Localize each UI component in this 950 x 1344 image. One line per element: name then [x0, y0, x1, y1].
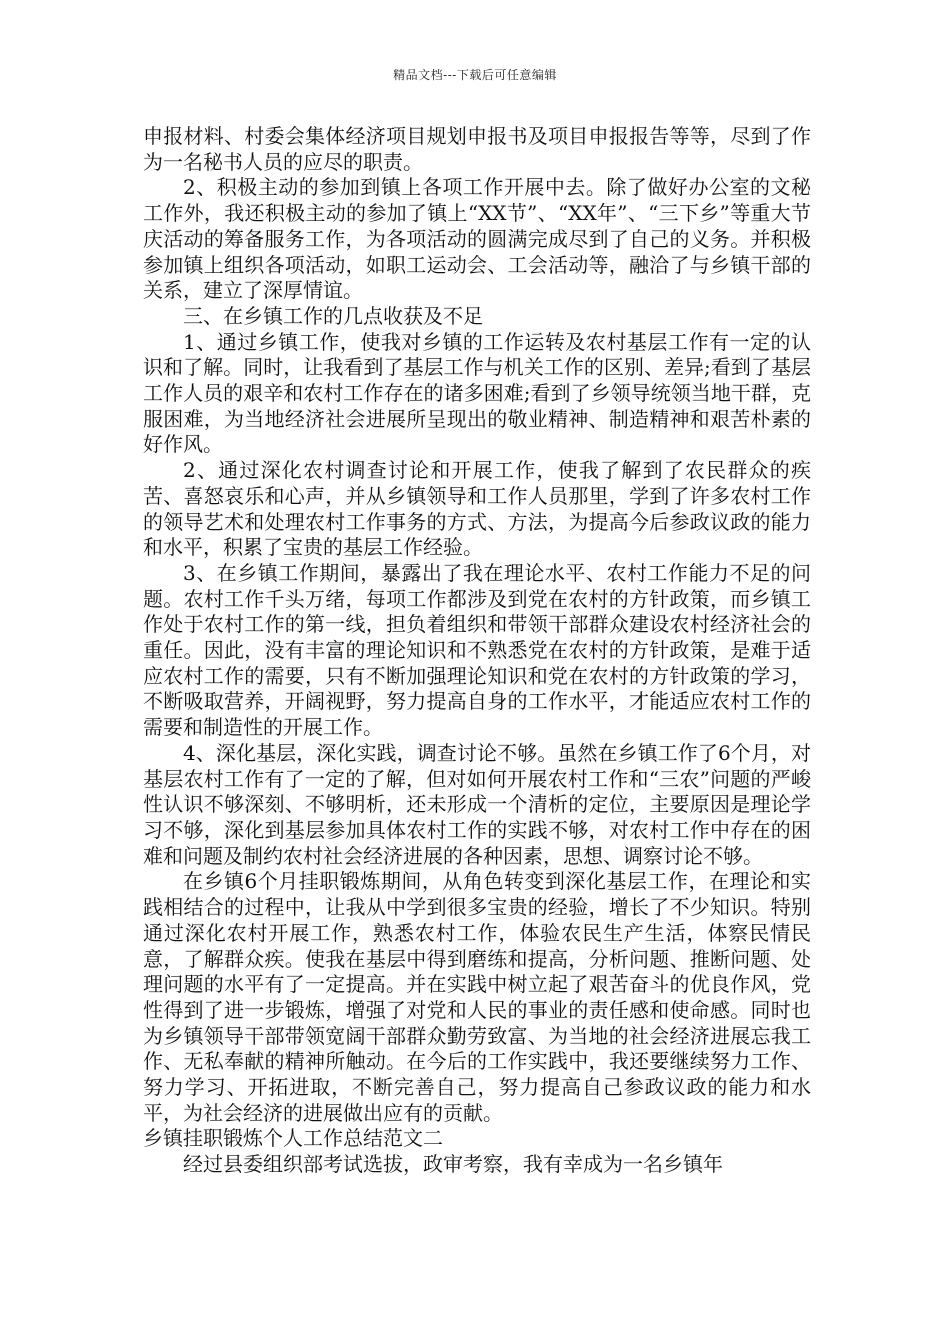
paragraph: 4、深化基层，深化实践，调查讨论不够。虽然在乡镇工作了6个月，对基层农村工作有了一定的了解，但对如何开展农村工作和“三农”问题的严峻性认识不够深刻、不够明析，还未形成一个清析的定位，主要原因是理论学习不够，深化到基层参加具体农村工作的实践不够，对农村工作中存在的困难和问题及制约农村社会经济进展的各种因素，思想、调察讨论不够。: [143, 740, 811, 868]
page-header: 精品文档---下载后可任意编辑: [393, 68, 557, 82]
paragraph: 经过县委组织部考试选拔，政审考察，我有幸成为一名乡镇年: [183, 1152, 723, 1177]
paragraph: 1、通过乡镇工作，使我对乡镇的工作运转及农村基层工作有一定的认识和了解。同时，让我看到了基层工作与机关工作的区别、差异;看到了基层工作人员的艰辛和农村工作存在的诸多困难;看到了乡领导统领当地干群，克服困难，为当地经济社会进展所呈现出的敬业精神、制造精神和艰苦朴素的好作风。: [143, 329, 811, 457]
paragraph: 2、通过深化农村调查讨论和开展工作，使我了解到了农民群众的疾苦、喜怒哀乐和心声，并从乡镇领导和工作人员那里，学到了许多农村工作的领导艺术和处理农村工作事务的方式、方法，为提高今后参政议政的能力和水平，积累了宝贵的基层工作经验。: [143, 458, 811, 560]
document-body: [143, 124, 811, 1178]
document-subtitle: 乡镇挂职锻炼个人工作总结范文二: [143, 1126, 443, 1151]
paragraph: 2、积极主动的参加到镇上各项工作开展中去。除了做好办公室的文秘工作外，我还积极主动的参加了镇上“XX节”、“XX年”、“三下乡”等重大节庆活动的筹备服务工作，为各项活动的圆满完成尽到了自己的义务。并积极参加镇上组织各项活动，如职工运动会、工会活动等，融洽了与乡镇干部的关系，建立了深厚情谊。: [143, 175, 811, 303]
paragraph: 申报材料、村委会集体经济项目规划申报书及项目申报报告等等，尽到了作为一名秘书人员的应尽的职责。: [143, 124, 811, 174]
section-heading: 三、在乡镇工作的几点收获及不足: [183, 303, 483, 328]
paragraph: 3、在乡镇工作期间，暴露出了我在理论水平、农村工作能力不足的问题。农村工作千头万绪，每项工作都涉及到党在农村的方针政策，而乡镇工作处于农村工作的第一线，担负着组织和带领干部群众建设农村经济社会的重任。因此，没有丰富的理论知识和不熟悉党在农村的方针政策，是难于适应农村工作的需要，只有不断加强理论知识和党在农村的方针政策的学习，不断吸取营养，开阔视野，努力提高自身的工作水平，才能适应农村工作的需要和制造性的开展工作。: [143, 560, 811, 740]
paragraph: 在乡镇6个月挂职锻炼期间，从角色转变到深化基层工作，在理论和实践相结合的过程中，让我从中学到很多宝贵的经验，增长了不少知识。特别通过深化农村开展工作，熟悉农村工作，体验农民生产生活，体察民情民意，了解群众疾。使我在基层中得到磨练和提高，分析问题、推断问题、处理问题的水平有了一定提高。并在实践中树立起了艰苦奋斗的优良作风，党性得到了进一步锻炼，增强了对党和人民的事业的责任感和使命感。同时也为乡镇领导干部带领宽阔干部群众勤劳致富、为当地的社会经济进展忘我工作、无私奉献的精神所触动。在今后的工作实践中，我还要继续努力工作、努力学习、开拓进取，不断完善自己，努力提高自己参政议政的能力和水平，为社会经济的进展做出应有的贡献。: [143, 869, 811, 1125]
